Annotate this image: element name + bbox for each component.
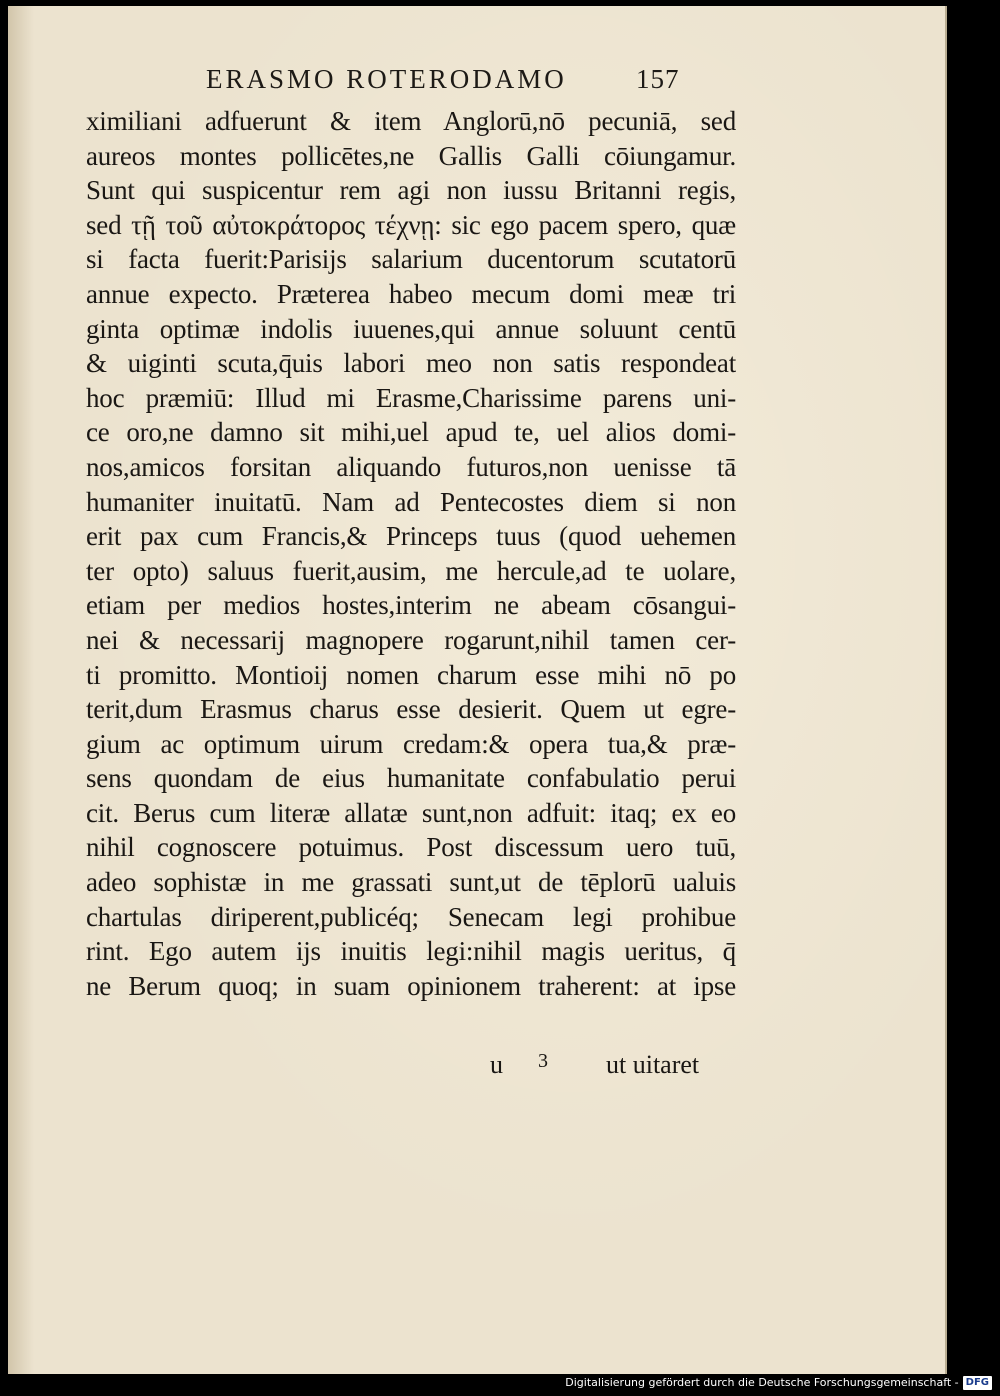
text-line: nihil cognoscere potuimus. Post discessum uero tuū, [86, 832, 736, 863]
text-line: adeo sophistæ in me grassati sunt,ut de tēplorū ualuis [86, 867, 736, 898]
body-text [86, 104, 736, 1003]
digitization-footer [565, 1374, 992, 1392]
text-line: sed τῇ τοῦ αὐτοκράτορος τέχνῃ: sic ego pacem spero, quæ [86, 209, 736, 240]
text-line: ginta optimæ indolis iuuenes,qui annue soluunt centū [86, 313, 736, 344]
text-line: etiam per medios hostes,interim ne abeam cōsangui- [86, 590, 736, 621]
text-line: rint. Ego autem ijs inuitis legi:nihil magis ueritus, q̄ [86, 936, 736, 967]
text-line: cit. Berus cum literæ allatæ sunt,non adfuit: itaq; ex eo [86, 797, 736, 828]
text-line: annue expecto. Præterea habeo mecum domi meæ tri [86, 278, 736, 309]
page-number: 157 [636, 64, 680, 94]
text-line: ce oro,ne damno sit mihi,uel apud te, uel alios domi- [86, 417, 736, 448]
text-line: Sunt qui suspicentur rem agi non iussu Britanni regis, [86, 175, 736, 206]
page-edge [945, 6, 947, 1374]
text-line: gium ac optimum uirum credam:& opera tua,& præ- [86, 728, 736, 759]
running-head: ERASMO ROTERODAMO [206, 64, 567, 94]
text-line: sens quondam de eius humanitate confabulatio perui [86, 763, 736, 794]
signature-mark: u [490, 1050, 503, 1079]
dfg-logo-icon: DFG [963, 1376, 992, 1390]
signature-line [478, 1050, 738, 1084]
footer-text: Digitalisierung gefördert durch die Deutsche Forschungsgemeinschaft - [565, 1376, 959, 1389]
text-line: hoc præmiū: Illud mi Erasme,Charissime parens uni- [86, 382, 736, 413]
text-line: & uiginti scuta,q̄uis labori meo non satis respondeat [86, 348, 736, 379]
text-line: nei & necessarij magnopere rogarunt,nihil tamen cer- [86, 624, 736, 655]
text-line: humaniter inuitatū. Nam ad Pentecostes diem si non [86, 486, 736, 517]
text-line: ximiliani adfuerunt & item Anglorū,nō pecuniā, sed [86, 106, 736, 136]
catchword: ut uitaret [606, 1050, 700, 1079]
text-line: ne Berum quoq; in suam opinionem traherent: at ipse [86, 970, 736, 1001]
book-page [8, 6, 945, 1374]
text-line: ter opto) saluus fuerit,ausim, me hercule,ad te uolare, [86, 555, 736, 586]
text-line: ti promitto. Montioij nomen charum esse mihi nō po [86, 659, 736, 690]
text-line: chartulas diriperent,publicéq; Senecam legi prohibue [86, 901, 736, 932]
signature-number: 3 [538, 1050, 548, 1072]
text-line: aureos montes pollicētes,ne Gallis Galli cōiungamur. [86, 140, 736, 171]
page-header [206, 64, 726, 104]
text-line: erit pax cum Francis,& Princeps tuus (quod uehemen [86, 521, 736, 552]
text-line: terit,dum Erasmus charus esse desierit. Quem ut egre- [86, 694, 736, 725]
text-line: nos,amicos forsitan aliquando futuros,non uenisse tā [86, 451, 736, 482]
text-line: si facta fuerit:Parisijs salarium ducentorum scutatorū [86, 244, 736, 275]
